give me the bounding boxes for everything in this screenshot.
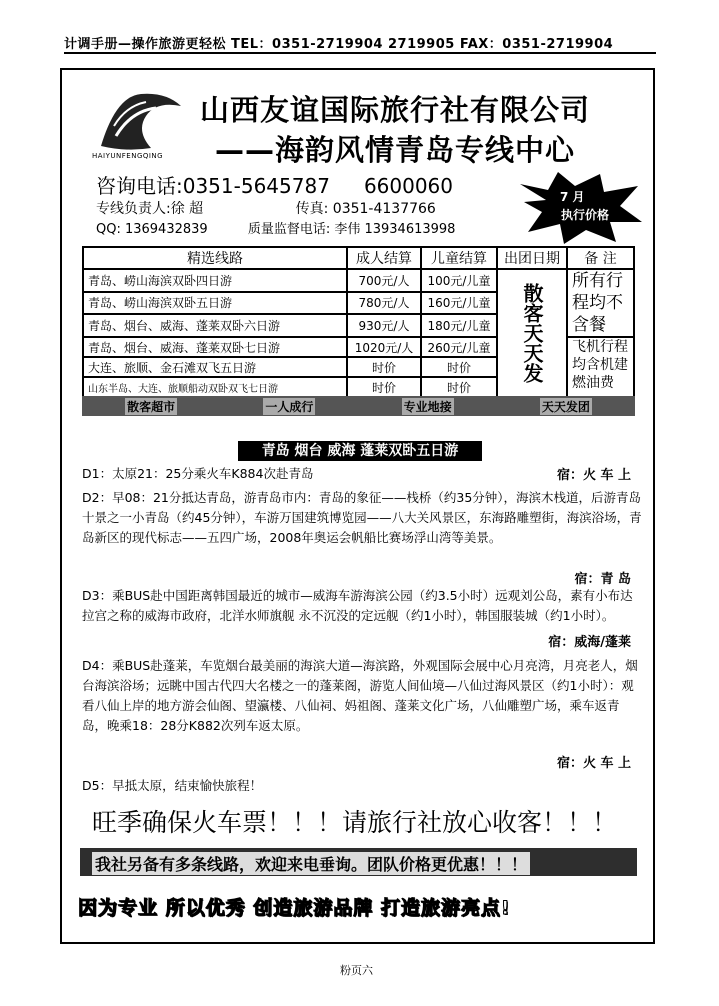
tour-title: 青岛 烟台 威海 蓬莱双卧五日游 [238, 441, 482, 461]
header-note: 备 注 [567, 247, 634, 269]
routes-table [82, 246, 635, 398]
route-name: 山东半岛、大连、旅顺船动双卧双飞七日游 [83, 377, 347, 397]
slogan: 散客超市 [127, 399, 176, 414]
top-contact-line: 计调手册—操作旅游更轻松 TEL：0351-2719904 2719905 FAX：0351-2719904 [64, 37, 614, 52]
slogan-bar [82, 396, 635, 416]
departure-date: 散客天天发 [497, 269, 567, 397]
header-child: 儿童结算 [421, 247, 497, 269]
day1-stay: 宿：火 车 上 [556, 468, 631, 483]
logo-caption: HAIYUNFENGQING [92, 152, 164, 160]
day4-stay: 宿：火 车 上 [556, 756, 631, 771]
slogan: 专业地接 [403, 399, 452, 414]
day3-stay: 宿：威海/蓬莱 [548, 635, 631, 650]
adult-price: 时价 [347, 377, 421, 397]
itinerary-day1: D1：太原21：25分乘火车K884次赴青岛 [82, 466, 314, 481]
child-price: 180元/儿童 [421, 314, 497, 337]
promo-bar [80, 848, 637, 876]
route-name: 青岛、烟台、威海、蓬莱双卧六日游 [83, 314, 347, 337]
adult-price: 时价 [347, 357, 421, 377]
badge-month: 7 月 [560, 190, 585, 204]
adult-price: 930元/人 [347, 314, 421, 337]
adult-price: 780元/人 [347, 292, 421, 315]
note-meals: 所有行程均不含餐 [567, 269, 634, 337]
badge-price: 执行价格 [561, 208, 610, 222]
company-title: 山西友谊国际旅行社有限公司 [200, 93, 591, 127]
note-flights: 飞机行程均含机建燃油费 [567, 337, 634, 397]
route-name: 青岛、崂山海滨双卧五日游 [83, 292, 347, 315]
slogan: 天天发团 [541, 399, 590, 414]
qq-line [96, 218, 455, 237]
supervision-phone: 质量监督电话: 李伟 13934613998 [247, 222, 456, 237]
child-price: 100元/儿童 [421, 269, 497, 292]
consult-phone [96, 170, 487, 199]
itinerary-day5: D5：早抵太原，结束愉快旅程！ [82, 778, 263, 793]
consult-phone-1: 咨询电话:0351-5645787 [96, 174, 330, 198]
route-name: 青岛、崂山海滨双卧四日游 [83, 269, 347, 292]
header-route: 精选线路 [83, 247, 347, 269]
promo-bar-text: 我社另备有多条线路，欢迎来电垂询。团队价格更优惠！！！ [92, 852, 530, 875]
day2-stay: 宿：青 岛 [574, 572, 631, 587]
child-price: 260元/儿童 [421, 337, 497, 357]
manager: 专线负责人:徐 超 [96, 201, 204, 217]
header-date: 出团日期 [497, 247, 567, 269]
company-logo [96, 86, 186, 156]
fax: 传真: 0351-4137766 [295, 201, 436, 217]
route-name: 青岛、烟台、威海、蓬莱双卧七日游 [83, 337, 347, 357]
child-price: 时价 [421, 377, 497, 397]
consult-phone-2: 6600060 [363, 174, 454, 198]
adult-price: 1020元/人 [347, 337, 421, 357]
promo-motto: 因为专业 所以优秀 创造旅游品牌 打造旅游亮点! [78, 897, 511, 919]
slogan: 一人成行 [265, 399, 314, 414]
center-title: ——海韵风情青岛专线中心 [215, 133, 576, 167]
header-adult: 成人结算 [347, 247, 421, 269]
child-price: 160元/儿童 [421, 292, 497, 315]
table-row [83, 269, 634, 292]
top-rule [64, 52, 656, 54]
itinerary-day4: D4：乘BUS赴蓬莱，车览烟台最美丽的海滨大道—海滨路，外观国际会展中心月亮湾，月亮老人，烟台海滨浴场；远眺中国古代四大名楼之一的蓬莱阁，游览人间仙境—八仙过海风景区（约1小时）：观看八仙上岸的地方游会仙阁、望瀛楼、八仙祠、妈祖阁、蓬莱文化广场，八仙雕塑广场，乘车返青岛，晚乘18：28分K882次列车返太原。 [82, 658, 638, 733]
itinerary-day2: D2：早08：21分抵达青岛，游青岛市内：青岛的象征——栈桥（约35分钟），海滨木栈道，后游青岛十景之一小青岛（约45分钟），车游万国建筑博览园——八大关风景区，东海路雕塑街，海滨浴场，青岛新区的现代标志——五四广场，2008年奥运会帆船比赛场浮山湾等美景。 [82, 490, 642, 545]
qq: QQ: 1369432839 [96, 222, 208, 237]
route-name: 大连、旅顺、金石滩双飞五日游 [83, 357, 347, 377]
child-price: 时价 [421, 357, 497, 377]
manager-line [96, 198, 436, 218]
page-footer: 粉页六 [340, 964, 373, 977]
itinerary-day3: D3：乘BUS赴中国距离韩国最近的城市—威海车游海滨公园（约3.5小时）远观刘公岛，素有小布达拉宫之称的威海市政府，北洋水师旗舰 永不沉没的定远舰（约1小时），韩国服装城（约1小时）。 [82, 588, 633, 623]
adult-price: 700元/人 [347, 269, 421, 292]
promo-headline: 旺季确保火车票！！！请旅行社放心收客！！！ [92, 808, 618, 837]
